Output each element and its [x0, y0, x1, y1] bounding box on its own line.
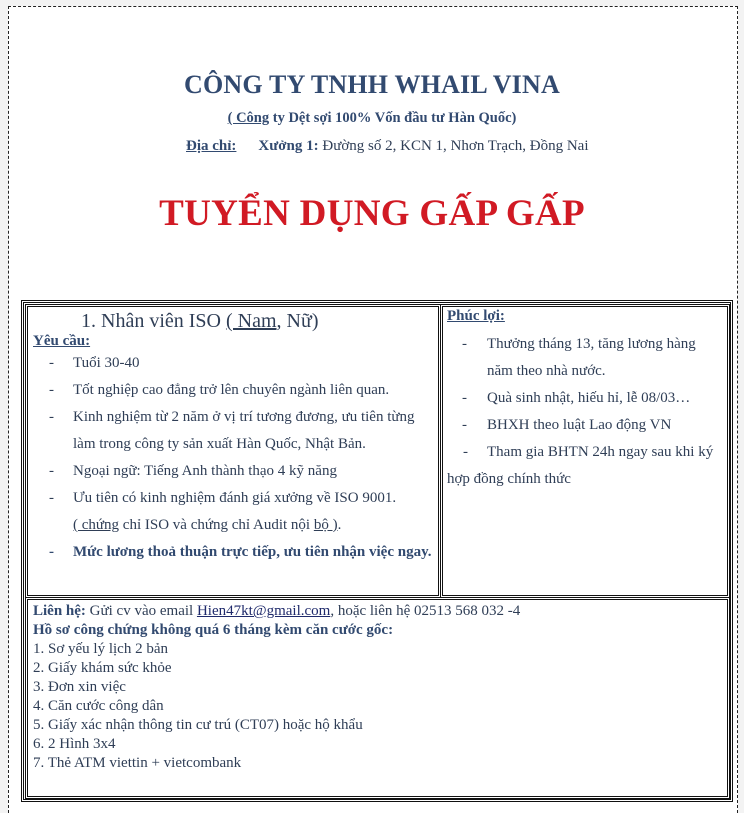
document-item: 7. Thẻ ATM viettin + vietcombank: [33, 755, 242, 771]
job-table: [21, 300, 733, 802]
company-subtitle: [0, 110, 744, 127]
contact-text: Gửi cv vào email: [85, 603, 197, 619]
requirements-label: Yêu cầu:: [33, 333, 91, 349]
contact-cell: [25, 597, 730, 799]
benefits-list: [443, 331, 727, 493]
company-address: [186, 138, 589, 155]
salary-item: - Mức lương thoả thuận trực tiếp, ưu tiên nhận việc ngay.: [28, 539, 438, 566]
recruitment-headline: TUYỂN DỤNG GẤP GẤP: [159, 193, 585, 234]
iso-cert-underlined: ( chứng: [73, 517, 120, 533]
position-cell: [25, 304, 441, 598]
iso-text: Ưu tiên có kinh nghiệm đánh giá xưởng về ISO 9001.: [73, 490, 397, 506]
contact-block: [28, 600, 727, 773]
requirement-item: - Tốt nghiệp cao đẳng trở lên chuyên ngành liên quan.: [28, 377, 438, 404]
address-value: Đường số 2, KCN 1, Nhơn Trạch, Đồng Nai: [318, 138, 589, 154]
workshop-label: Xưởng 1:: [258, 138, 319, 154]
subtitle-rest: ty Dệt sợi 100% Vốn đầu tư Hàn Quốc): [269, 110, 517, 126]
requirement-item: - Tuổi 30-40: [28, 350, 438, 377]
position-title: [81, 310, 438, 333]
position-gender-rest: , Nữ): [276, 310, 319, 332]
address-label: Địa chỉ:: [186, 138, 237, 154]
position-gender-underlined: ( Nam: [225, 310, 277, 332]
documents-heading-text: Hồ sơ công chứng không quá 6 tháng kèm căn cước gốc:: [33, 622, 394, 638]
documents-heading: [33, 621, 727, 640]
document-item: 4. Căn cước công dân: [33, 698, 164, 714]
contact-label: Liên hệ:: [33, 603, 86, 619]
company-name: CÔNG TY TNHH WHAIL VINA: [184, 70, 560, 99]
benefits-cell: [440, 304, 730, 598]
position-title-text: 1. Nhân viên ISO: [81, 310, 226, 332]
contact-line: [33, 602, 727, 621]
document-item: 5. Giấy xác nhận thông tin cư trú (CT07) hoặc hộ khẩu: [33, 717, 363, 733]
contact-phone: , hoặc liên hệ 02513 568 032 -4: [330, 603, 521, 619]
benefit-item: - Quà sinh nhật, hiếu hỉ, lễ 08/03…: [443, 385, 727, 412]
iso-end: .: [337, 517, 342, 533]
requirement-item-iso: [28, 485, 438, 539]
document-item: 6. 2 Hình 3x4: [33, 736, 116, 752]
benefit-item: - BHXH theo luật Lao động VN: [443, 412, 727, 439]
requirement-item: - Ngoại ngữ: Tiếng Anh thành thạo 4 kỹ năng: [28, 458, 438, 485]
requirement-item: - Kinh nghiệm từ 2 năm ở vị trí tương đương, ưu tiên từng làm trong công ty sản xuất Hàn Quốc, Nhật Bản.: [28, 404, 438, 458]
document-item: 3. Đơn xin việc: [33, 679, 126, 695]
subtitle-underlined: ( Công: [227, 110, 270, 126]
benefit-item: - Thưởng tháng 13, tăng lương hàng năm theo nhà nước.: [443, 331, 727, 385]
document-item: 1. Sơ yếu lý lịch 2 bản: [33, 641, 168, 657]
benefit-item: - Tham gia BHTN 24h ngay sau khi ký hợp đồng chính thức: [443, 439, 727, 493]
benefits-label: Phúc lợi:: [447, 308, 505, 324]
document-item: 2. Giấy khám sức khỏe: [33, 660, 172, 676]
iso-audit-underlined: bộ ): [313, 517, 338, 533]
requirements-list: [28, 350, 438, 566]
iso-cert-text: chỉ ISO và chứng chỉ Audit nội: [119, 517, 314, 533]
email-link[interactable]: Hien47kt@gmail.com: [196, 603, 331, 619]
